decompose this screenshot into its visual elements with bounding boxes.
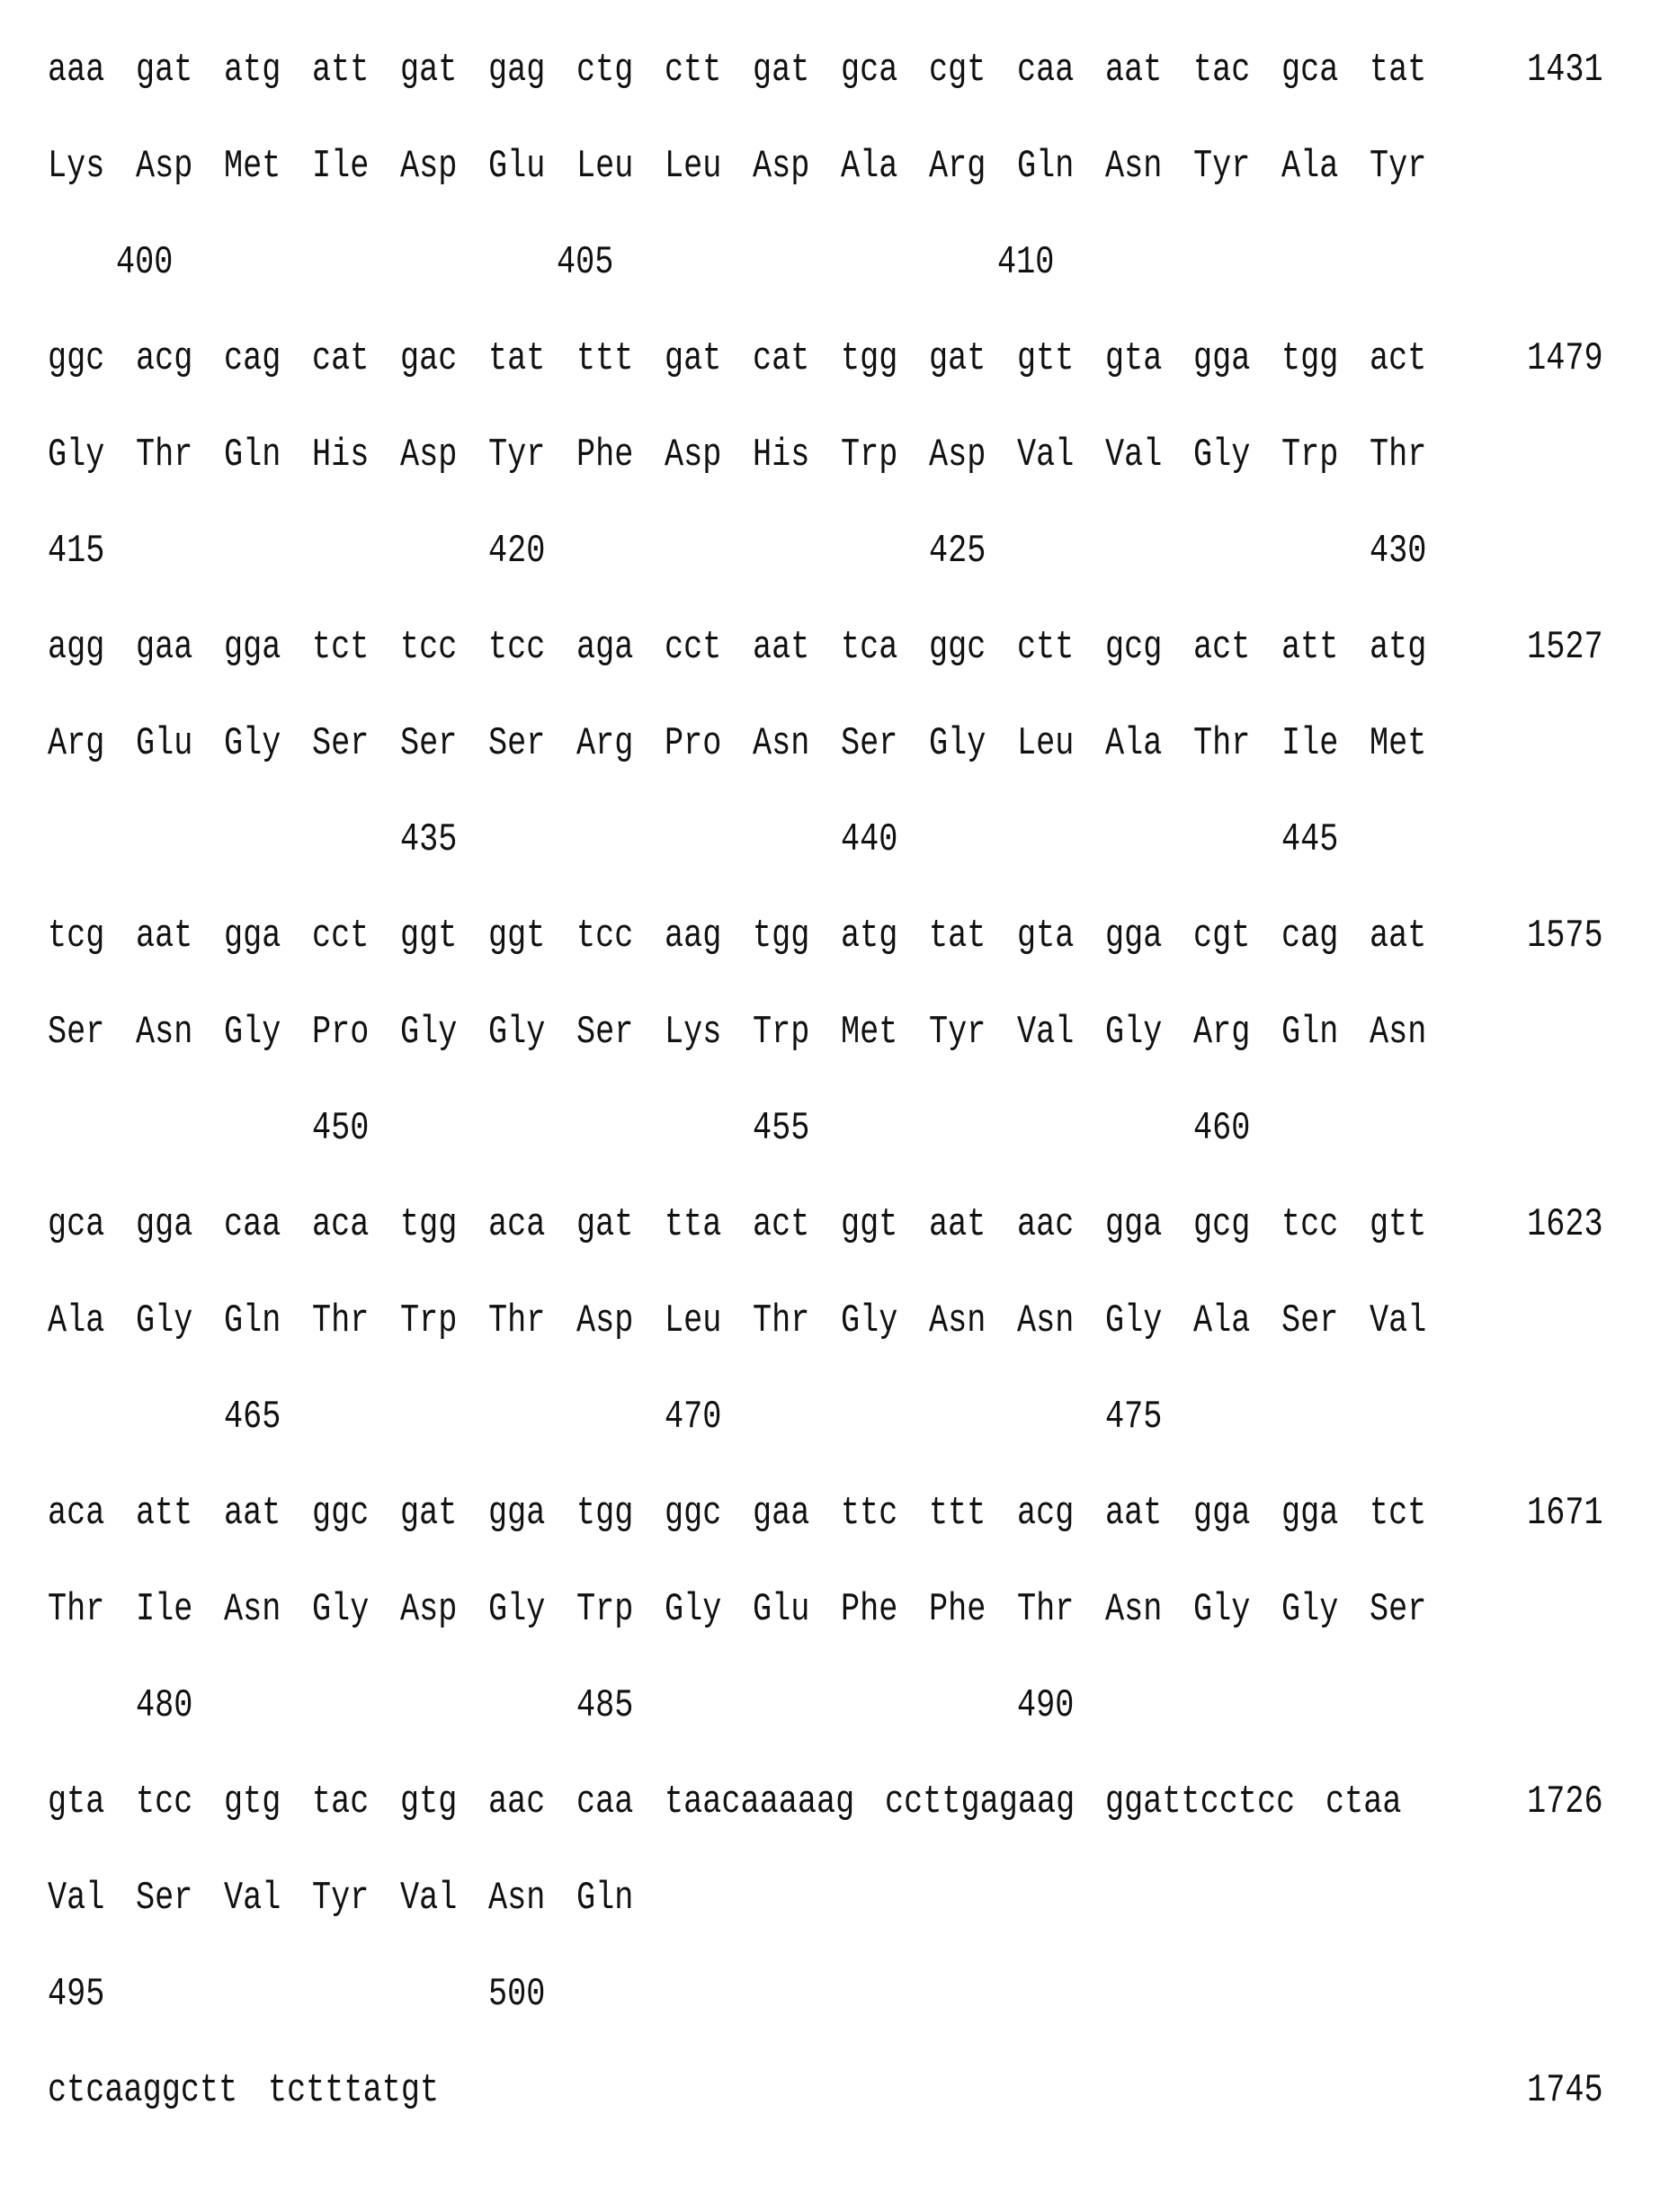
codon: tgg [841, 311, 897, 407]
residue-number-line [48, 215, 1603, 311]
codon: caa [576, 1754, 633, 1851]
amino-acid-residue: Ser [1281, 1273, 1338, 1369]
codon: gta [1017, 888, 1074, 985]
amino-acid-residue: Ser [400, 696, 457, 792]
codon: gac [400, 311, 457, 407]
codon: gca [841, 22, 897, 119]
amino-acid-residue: Asn [929, 1273, 986, 1369]
codon: gag [488, 22, 545, 119]
codon: atg [1370, 600, 1426, 696]
amino-acid-residue: Trp [753, 985, 809, 1081]
codon: aaa [48, 22, 104, 119]
amino-acid-residue: Ser [1370, 1562, 1426, 1658]
codon: tac [1193, 22, 1250, 119]
residue-number-line [48, 792, 1603, 888]
amino-acid-residue: Gly [1193, 407, 1250, 504]
codon: tat [488, 311, 545, 407]
amino-acid-residue: Pro [665, 696, 721, 792]
amino-acid-residue: Glu [753, 1562, 809, 1658]
residue-number-line [48, 1658, 1603, 1754]
amino-acid-residue: Tyr [312, 1851, 369, 1947]
codon: gat [400, 22, 457, 119]
amino-acid-residue: Thr [136, 407, 192, 504]
codon: att [136, 1466, 192, 1562]
amino-acid-residue: Phe [841, 1562, 897, 1658]
amino-acid-residue: Gly [929, 696, 986, 792]
amino-acid-residue: Asp [136, 119, 192, 215]
codon: ggt [488, 888, 545, 985]
codon: tcc [576, 888, 633, 985]
codon: gta [1105, 311, 1162, 407]
amino-acid-residue: Gly [665, 1562, 721, 1658]
residue-number: 470 [665, 1369, 721, 1466]
residue-number: 445 [1281, 792, 1338, 888]
codon: tat [1370, 22, 1426, 119]
amino-acid-residue: Leu [1017, 696, 1074, 792]
codon: ggc [48, 311, 104, 407]
amino-acid-residue: Arg [929, 119, 986, 215]
codon: ttt [929, 1466, 986, 1562]
amino-acid-residue: Ile [136, 1562, 192, 1658]
amino-acid-residue: Thr [753, 1273, 809, 1369]
amino-acid-residue: Thr [1370, 407, 1426, 504]
codon: gga [1105, 888, 1162, 985]
codon: aat [1370, 888, 1426, 985]
amino-acid-residue: Asn [1017, 1273, 1074, 1369]
amino-acid-line [48, 1273, 1603, 1369]
amino-acid-residue: Asn [1105, 1562, 1162, 1658]
nucleotide-sequence-line [48, 22, 1603, 119]
codon: aat [1105, 22, 1162, 119]
amino-acid-residue: Gln [1281, 985, 1338, 1081]
residue-number: 440 [841, 792, 897, 888]
amino-acid-line [48, 119, 1603, 215]
residue-number: 400 [116, 215, 173, 311]
amino-acid-residue: Gly [224, 985, 281, 1081]
codon: act [1370, 311, 1426, 407]
nucleotide-position-number: 1745 [1528, 2043, 1604, 2139]
codon: ccttgagaag [885, 1754, 1075, 1851]
codon: gat [665, 311, 721, 407]
codon: caa [224, 1177, 281, 1273]
codon: cct [312, 888, 369, 985]
amino-acid-residue: Gly [1105, 1273, 1162, 1369]
codon: gat [929, 311, 986, 407]
residue-number: 415 [48, 504, 104, 600]
residue-number: 475 [1105, 1369, 1162, 1466]
codon: aca [488, 1177, 545, 1273]
codon: gga [224, 888, 281, 985]
amino-acid-residue: Ala [1281, 119, 1338, 215]
amino-acid-residue: Met [224, 119, 281, 215]
codon: aag [665, 888, 721, 985]
residue-number: 485 [576, 1658, 633, 1754]
codon: att [1281, 600, 1338, 696]
nucleotide-position-number: 1575 [1528, 888, 1604, 985]
amino-acid-residue: Met [1370, 696, 1426, 792]
residue-number: 405 [557, 215, 613, 311]
codon: aat [136, 888, 192, 985]
residue-number: 450 [312, 1081, 369, 1177]
amino-acid-residue: Thr [48, 1562, 104, 1658]
amino-acid-residue: Ser [576, 985, 633, 1081]
nucleotide-sequence-line [48, 1466, 1603, 1562]
residue-number-line [48, 1947, 1603, 2043]
amino-acid-residue: Asp [400, 119, 457, 215]
amino-acid-residue: Phe [929, 1562, 986, 1658]
nucleotide-position-number: 1671 [1528, 1466, 1604, 1562]
codon: cat [753, 311, 809, 407]
amino-acid-residue: Tyr [929, 985, 986, 1081]
amino-acid-residue: Ala [841, 119, 897, 215]
amino-acid-residue: Ser [312, 696, 369, 792]
amino-acid-residue: Gly [48, 407, 104, 504]
amino-acid-residue: Asn [1370, 985, 1426, 1081]
amino-acid-residue: Ser [136, 1851, 192, 1947]
amino-acid-residue: Val [48, 1851, 104, 1947]
amino-acid-line [48, 1851, 1603, 1947]
codon: ggc [929, 600, 986, 696]
amino-acid-residue: Gly [1193, 1562, 1250, 1658]
amino-acid-residue: Ala [48, 1273, 104, 1369]
codon: tta [665, 1177, 721, 1273]
amino-acid-residue: Trp [1281, 407, 1338, 504]
codon: gcg [1193, 1177, 1250, 1273]
codon: ttc [841, 1466, 897, 1562]
codon: ggc [665, 1466, 721, 1562]
codon: gtg [400, 1754, 457, 1851]
codon: aga [576, 600, 633, 696]
codon: aac [1017, 1177, 1074, 1273]
codon: gtt [1370, 1177, 1426, 1273]
sequence-listing-page [0, 0, 1669, 2212]
codon: gtg [224, 1754, 281, 1851]
codon: tgg [400, 1177, 457, 1273]
nucleotide-position-number: 1431 [1528, 22, 1604, 119]
nucleotide-sequence-line [48, 1754, 1603, 1851]
amino-acid-residue: Asn [224, 1562, 281, 1658]
nucleotide-position-number: 1623 [1528, 1177, 1604, 1273]
nucleotide-sequence-line [48, 1177, 1603, 1273]
amino-acid-residue: Ile [1281, 696, 1338, 792]
amino-acid-residue: Trp [576, 1562, 633, 1658]
codon: gat [400, 1466, 457, 1562]
codon: tct [1370, 1466, 1426, 1562]
codon: aac [488, 1754, 545, 1851]
codon: cat [312, 311, 369, 407]
amino-acid-residue: Glu [136, 696, 192, 792]
codon: act [753, 1177, 809, 1273]
codon: tat [929, 888, 986, 985]
codon: tcc [488, 600, 545, 696]
residue-number: 410 [997, 215, 1054, 311]
residue-number: 490 [1017, 1658, 1074, 1754]
codon: aca [312, 1177, 369, 1273]
amino-acid-residue: Gly [224, 696, 281, 792]
codon: ctg [576, 22, 633, 119]
codon: cag [224, 311, 281, 407]
codon: gca [48, 1177, 104, 1273]
amino-acid-residue: Val [400, 1851, 457, 1947]
residue-number-line [48, 1081, 1603, 1177]
amino-acid-residue: Asn [136, 985, 192, 1081]
amino-acid-residue: Gly [488, 1562, 545, 1658]
residue-number-line [48, 1369, 1603, 1466]
codon: ggc [312, 1466, 369, 1562]
amino-acid-residue: Gln [576, 1851, 633, 1947]
amino-acid-residue: Asp [753, 119, 809, 215]
codon: ggt [400, 888, 457, 985]
codon: gaa [753, 1466, 809, 1562]
codon: atg [841, 888, 897, 985]
amino-acid-residue: Arg [576, 696, 633, 792]
codon: tcg [48, 888, 104, 985]
codon: gcg [1105, 600, 1162, 696]
codon: att [312, 22, 369, 119]
amino-acid-residue: His [753, 407, 809, 504]
codon: tgg [576, 1466, 633, 1562]
amino-acid-residue: Asp [929, 407, 986, 504]
amino-acid-residue: Arg [48, 696, 104, 792]
amino-acid-residue: Gln [224, 407, 281, 504]
codon: tcc [400, 600, 457, 696]
amino-acid-residue: Tyr [488, 407, 545, 504]
amino-acid-residue: Gly [400, 985, 457, 1081]
codon: ggt [841, 1177, 897, 1273]
nucleotide-segment: tctttatgt [268, 2043, 439, 2139]
amino-acid-residue: Leu [665, 1273, 721, 1369]
amino-acid-residue: Ala [1193, 1273, 1250, 1369]
amino-acid-residue: Val [1370, 1273, 1426, 1369]
amino-acid-residue: Gly [1105, 985, 1162, 1081]
codon: cgt [929, 22, 986, 119]
nucleotide-sequence-line [48, 311, 1603, 407]
codon: atg [224, 22, 281, 119]
codon: taacaaaaag [665, 1754, 854, 1851]
codon: cct [665, 600, 721, 696]
amino-acid-residue: Asp [400, 407, 457, 504]
codon: gat [576, 1177, 633, 1273]
amino-acid-residue: Thr [312, 1273, 369, 1369]
codon: ctt [1017, 600, 1074, 696]
codon: tcc [136, 1754, 192, 1851]
codon: tct [312, 600, 369, 696]
amino-acid-line [48, 407, 1603, 504]
amino-acid-residue: Thr [1193, 696, 1250, 792]
amino-acid-residue: Ile [312, 119, 369, 215]
amino-acid-residue: Ser [48, 985, 104, 1081]
nucleotide-position-number: 1479 [1528, 311, 1604, 407]
codon: tca [841, 600, 897, 696]
amino-acid-residue: Asn [1105, 119, 1162, 215]
codon: aat [1105, 1466, 1162, 1562]
codon: cgt [1193, 888, 1250, 985]
codon: ggattcctcc [1105, 1754, 1295, 1851]
amino-acid-line [48, 1562, 1603, 1658]
amino-acid-residue: Gly [312, 1562, 369, 1658]
residue-number: 465 [224, 1369, 281, 1466]
nucleotide-sequence-line [48, 888, 1603, 985]
amino-acid-residue: Thr [488, 1273, 545, 1369]
residue-number: 420 [488, 504, 545, 600]
amino-acid-residue: Val [1017, 407, 1074, 504]
codon: gtt [1017, 311, 1074, 407]
nucleotide-position-number: 1726 [1528, 1754, 1604, 1851]
amino-acid-residue: Lys [48, 119, 104, 215]
amino-acid-residue: Leu [576, 119, 633, 215]
residue-number: 495 [48, 1947, 104, 2043]
amino-acid-residue: Thr [1017, 1562, 1074, 1658]
amino-acid-residue: Asn [488, 1851, 545, 1947]
amino-acid-residue: Met [841, 985, 897, 1081]
nucleotide-sequence-line [48, 600, 1603, 696]
nucleotide-position-number: 1527 [1528, 600, 1604, 696]
codon: tac [312, 1754, 369, 1851]
residue-number-line [48, 504, 1603, 600]
codon: gga [224, 600, 281, 696]
codon: ttt [576, 311, 633, 407]
residue-number: 500 [488, 1947, 545, 2043]
amino-acid-residue: Leu [665, 119, 721, 215]
codon: gga [1193, 311, 1250, 407]
amino-acid-residue: Gly [1281, 1562, 1338, 1658]
amino-acid-residue: Ser [488, 696, 545, 792]
amino-acid-residue: Val [224, 1851, 281, 1947]
residue-number: 455 [753, 1081, 809, 1177]
amino-acid-residue: Trp [841, 407, 897, 504]
amino-acid-residue: Arg [1193, 985, 1250, 1081]
codon: acg [1017, 1466, 1074, 1562]
amino-acid-residue: Asp [576, 1273, 633, 1369]
amino-acid-residue: Val [1105, 407, 1162, 504]
amino-acid-residue: Tyr [1193, 119, 1250, 215]
amino-acid-residue: Pro [312, 985, 369, 1081]
codon: tgg [753, 888, 809, 985]
amino-acid-residue: Glu [488, 119, 545, 215]
codon: agg [48, 600, 104, 696]
amino-acid-residue: His [312, 407, 369, 504]
codon: act [1193, 600, 1250, 696]
amino-acid-residue: Lys [665, 985, 721, 1081]
amino-acid-residue: Gln [1017, 119, 1074, 215]
codon: gga [1281, 1466, 1338, 1562]
amino-acid-residue: Val [1017, 985, 1074, 1081]
residue-number: 460 [1193, 1081, 1250, 1177]
codon: aat [929, 1177, 986, 1273]
residue-number: 425 [929, 504, 986, 600]
codon: gaa [136, 600, 192, 696]
nucleotide-sequence-line-tail [48, 2043, 1603, 2139]
codon: aat [224, 1466, 281, 1562]
amino-acid-residue: Ser [841, 696, 897, 792]
codon: gga [136, 1177, 192, 1273]
amino-acid-residue: Trp [400, 1273, 457, 1369]
codon: gta [48, 1754, 104, 1851]
codon: ctt [665, 22, 721, 119]
amino-acid-residue: Asp [400, 1562, 457, 1658]
amino-acid-residue: Asp [665, 407, 721, 504]
amino-acid-residue: Tyr [1370, 119, 1426, 215]
amino-acid-residue: Ala [1105, 696, 1162, 792]
amino-acid-line [48, 696, 1603, 792]
codon: ctaa [1325, 1754, 1402, 1851]
amino-acid-residue: Gln [224, 1273, 281, 1369]
amino-acid-residue: Gly [136, 1273, 192, 1369]
codon: tcc [1281, 1177, 1338, 1273]
amino-acid-residue: Asn [753, 696, 809, 792]
codon: acg [136, 311, 192, 407]
residue-number: 480 [136, 1658, 192, 1754]
nucleotide-segment: ctcaaggctt [48, 2043, 237, 2139]
codon: gga [488, 1466, 545, 1562]
amino-acid-line [48, 985, 1603, 1081]
residue-number: 435 [400, 792, 457, 888]
codon: gat [753, 22, 809, 119]
amino-acid-residue: Gly [488, 985, 545, 1081]
codon: gca [1281, 22, 1338, 119]
codon: aca [48, 1466, 104, 1562]
codon: gga [1105, 1177, 1162, 1273]
codon: cag [1281, 888, 1338, 985]
amino-acid-residue: Gly [841, 1273, 897, 1369]
codon: aat [753, 600, 809, 696]
amino-acid-residue: Phe [576, 407, 633, 504]
codon: gat [136, 22, 192, 119]
codon: gga [1193, 1466, 1250, 1562]
codon: tgg [1281, 311, 1338, 407]
codon: caa [1017, 22, 1074, 119]
residue-number: 430 [1370, 504, 1426, 600]
